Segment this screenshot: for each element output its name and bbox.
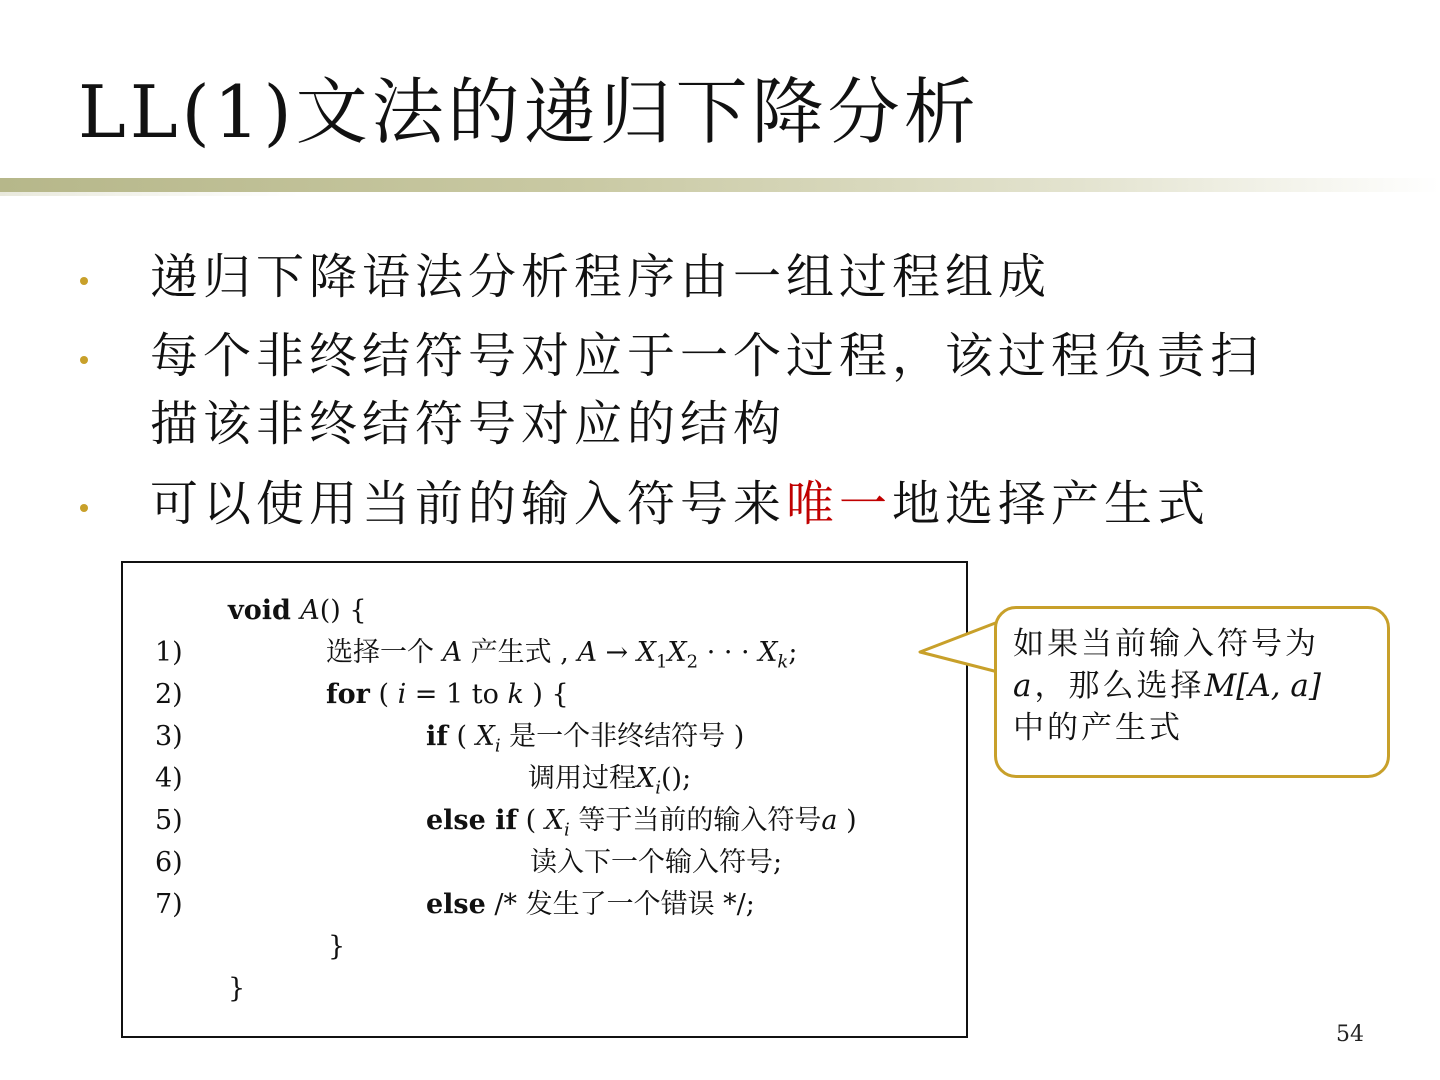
code-token: X: [758, 637, 778, 668]
code-token: 调用过程: [528, 763, 636, 794]
code-token: 产生式 ,: [462, 637, 578, 668]
code-line: [326, 636, 797, 679]
code-token: 等于当前的输入符号: [569, 805, 822, 836]
code-token: i: [564, 819, 570, 841]
code-token: X: [667, 637, 687, 668]
slide-title: LL(1)文法的递归下降分析: [78, 70, 980, 154]
code-line-number: 1): [155, 637, 183, 668]
code-token: else: [426, 889, 486, 920]
code-line-number: 6): [155, 847, 183, 878]
code-line: [426, 720, 744, 763]
bullet-1-text: 递归下降语法分析程序由一组过程组成: [150, 249, 1052, 305]
code-token: (: [517, 805, 545, 836]
callout-line-3: 中的产生式: [1013, 710, 1183, 746]
callout-line-1: 如果当前输入符号为: [1013, 626, 1319, 662]
code-token: X: [475, 721, 495, 752]
bullet-dot-2: [80, 356, 88, 364]
callout-line-2: [1013, 665, 1377, 707]
code-line: [228, 594, 367, 628]
code-token: () {: [319, 595, 367, 626]
code-token: a: [821, 805, 838, 836]
code-token: if: [426, 721, 448, 752]
page-number: 54: [1336, 1022, 1364, 1047]
code-token: (: [447, 721, 476, 752]
bullet-3-pre: 可以使用当前的输入符号来: [150, 476, 787, 532]
code-token: X: [636, 763, 656, 794]
code-line-number: 3): [155, 721, 183, 752]
code-token: ): [837, 805, 857, 836]
code-token: X: [544, 805, 565, 836]
code-token: (: [369, 679, 398, 710]
code-token: i: [655, 777, 661, 799]
code-token: for: [326, 679, 370, 710]
code-token: = 1 to: [406, 679, 508, 710]
callout-table-index: [A, a]: [1236, 668, 1321, 704]
code-token: →: [596, 637, 637, 668]
code-line: [228, 972, 245, 1006]
code-token: 读入下一个输入符号;: [530, 847, 783, 878]
code-line: [326, 678, 569, 712]
bullet-3-post: 地选择产生式: [892, 476, 1211, 532]
code-line-number: 5): [155, 805, 183, 836]
bullet-3-text: [150, 471, 1350, 537]
code-token: k: [777, 651, 789, 673]
code-token: X: [636, 637, 656, 668]
title-divider-shadow: [0, 192, 300, 196]
code-line: [528, 762, 691, 805]
code-line-number: 2): [155, 679, 183, 710]
code-token: }: [228, 973, 246, 1004]
code-token: 是一个非终结符号 ): [500, 721, 745, 752]
code-figure: [121, 561, 968, 1038]
code-token: ();: [661, 763, 692, 794]
code-line: [426, 804, 857, 847]
code-token: A: [442, 637, 463, 668]
code-token: ;: [788, 637, 798, 668]
bullet-3-highlight: 唯一: [786, 476, 893, 532]
code-token: i: [494, 735, 501, 757]
code-line-number: 7): [155, 889, 183, 920]
code-line: [328, 930, 345, 964]
code-token: 1: [655, 651, 668, 673]
code-token: 选择一个: [326, 637, 443, 668]
callout-var-m: M: [1204, 668, 1237, 704]
code-token: ) {: [523, 679, 569, 710]
bullet-dot-3: [80, 504, 88, 512]
callout-var-a: a: [1013, 668, 1035, 704]
code-token: 2: [686, 651, 699, 673]
code-token: A: [300, 595, 320, 626]
title-divider: [0, 178, 1440, 192]
callout-pointer: [916, 620, 1000, 680]
code-line: [426, 888, 755, 922]
code-token: · · ·: [698, 637, 759, 668]
bullet-2-line2: 描该非终结符号对应的结构: [150, 396, 787, 452]
bullet-2-line1: 每个非终结符号对应于一个过程，该过程负责扫: [150, 328, 1264, 384]
code-token: else if: [426, 805, 518, 836]
code-token: i: [397, 679, 407, 710]
callout-box: [994, 606, 1390, 778]
code-line: [530, 846, 782, 880]
code-token: A: [577, 637, 597, 668]
bullet-dot-1: [80, 277, 88, 285]
code-token: void: [228, 595, 301, 626]
callout-line-2-mid: ，那么选择: [1034, 668, 1205, 704]
code-token: k: [507, 679, 524, 710]
code-line-number: 4): [155, 763, 183, 794]
code-token: }: [328, 931, 346, 962]
code-token: /* 发生了一个错误 */;: [485, 889, 755, 920]
